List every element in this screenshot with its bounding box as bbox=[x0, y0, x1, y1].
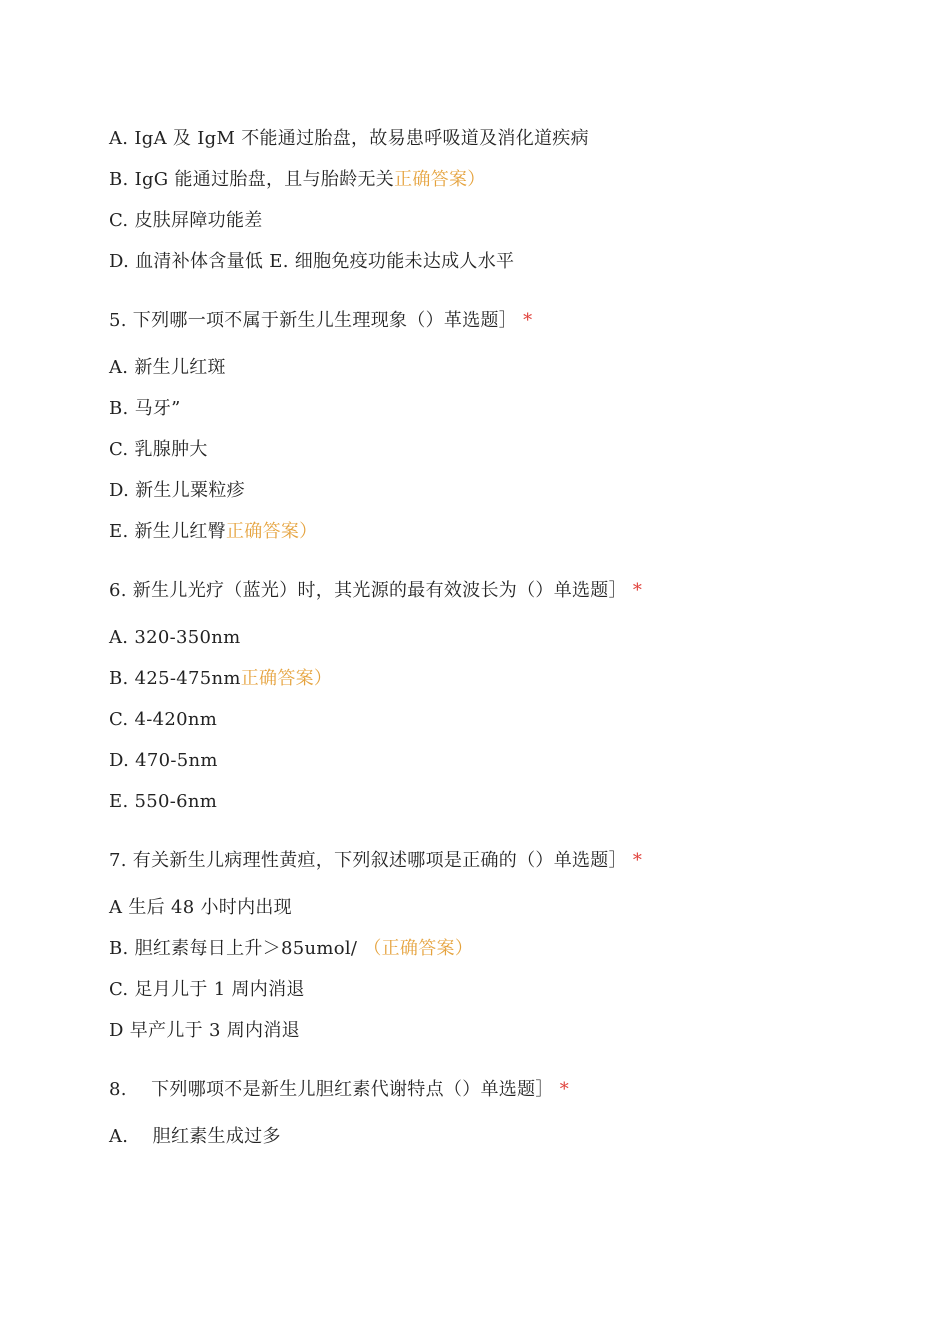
option-q6-e bbox=[109, 790, 217, 814]
question-6 bbox=[109, 579, 642, 603]
question-8 bbox=[109, 1078, 569, 1102]
option-q6-a bbox=[109, 626, 241, 650]
option-q4-a bbox=[109, 127, 589, 151]
option-text: C. 足月儿于 1 周内消退 bbox=[109, 979, 305, 1000]
option-q5-a bbox=[109, 356, 226, 380]
option-q8-a bbox=[109, 1125, 281, 1149]
option-q4-d bbox=[109, 250, 514, 274]
option-text: C. 皮肤屏障功能差 bbox=[109, 210, 263, 231]
option-text: B. 425-475nm bbox=[109, 668, 241, 689]
option-text: A 生后 48 小时内出现 bbox=[109, 897, 292, 918]
required-asterisk: * bbox=[559, 1079, 570, 1100]
option-text: B. 胆红素每日上升＞85umol/ bbox=[109, 938, 364, 959]
correct-answer-tag: 正确答案） bbox=[225, 521, 318, 542]
option-text: A. 胆红素生成过多 bbox=[109, 1126, 281, 1147]
option-q6-b bbox=[109, 667, 332, 691]
option-q7-b bbox=[109, 937, 473, 961]
option-q5-e bbox=[109, 520, 317, 544]
option-q5-b bbox=[109, 397, 181, 421]
option-q7-a bbox=[109, 896, 292, 920]
required-asterisk: * bbox=[632, 580, 643, 601]
option-q4-b bbox=[109, 168, 486, 192]
option-text: B. IgG 能通过胎盘，且与胎龄无关 bbox=[109, 169, 395, 190]
question-text: 5. 下列哪一项不属于新生儿生理现象（）革选题］ bbox=[109, 310, 518, 331]
option-text: C. 4-420nm bbox=[109, 709, 218, 730]
option-text: A. 320-350nm bbox=[109, 627, 241, 648]
question-text: 8. 下列哪项不是新生儿胆红素代谢特点（）单选题］ bbox=[109, 1079, 554, 1100]
required-asterisk: * bbox=[632, 850, 643, 871]
option-text: D. 新生儿粟粒疹 bbox=[109, 480, 245, 501]
option-text: A. 新生儿红斑 bbox=[109, 357, 226, 378]
option-q5-c bbox=[109, 438, 208, 462]
question-text: 6. 新生儿光疗（蓝光）时，其光源的最有效波长为（）单选题］ bbox=[109, 580, 627, 601]
option-text: B. 马牙” bbox=[109, 398, 181, 419]
option-q5-d bbox=[109, 479, 245, 503]
correct-answer-tag: 正确答案） bbox=[240, 668, 333, 689]
question-7 bbox=[109, 849, 642, 873]
option-q4-c bbox=[109, 209, 263, 233]
option-text: E. 550-6nm bbox=[109, 791, 218, 812]
option-text: E. 新生儿红臀 bbox=[109, 521, 226, 542]
option-q7-c bbox=[109, 978, 305, 1002]
question-text: 7. 有关新生儿病理性黄疸，下列叙述哪项是正确的（）单选题］ bbox=[109, 850, 627, 871]
option-text: C. 乳腺肿大 bbox=[109, 439, 208, 460]
option-q7-d bbox=[109, 1019, 300, 1043]
option-text: D. 470-5nm bbox=[109, 750, 218, 771]
option-text: D. 血清补体含量低 E. 细胞免疫功能未达成人水平 bbox=[109, 251, 515, 272]
option-text: D 早产儿于 3 周内消退 bbox=[109, 1020, 300, 1041]
correct-answer-tag: （正确答案） bbox=[363, 938, 474, 959]
question-5 bbox=[109, 309, 532, 333]
option-q6-c bbox=[109, 708, 217, 732]
correct-answer-tag: 正确答案） bbox=[394, 169, 486, 190]
option-q6-d bbox=[109, 749, 218, 773]
option-text: A. IgA 及 IgM 不能通过胎盘，故易患呼吸道及消化道疾病 bbox=[109, 128, 589, 149]
required-asterisk: * bbox=[523, 310, 533, 331]
